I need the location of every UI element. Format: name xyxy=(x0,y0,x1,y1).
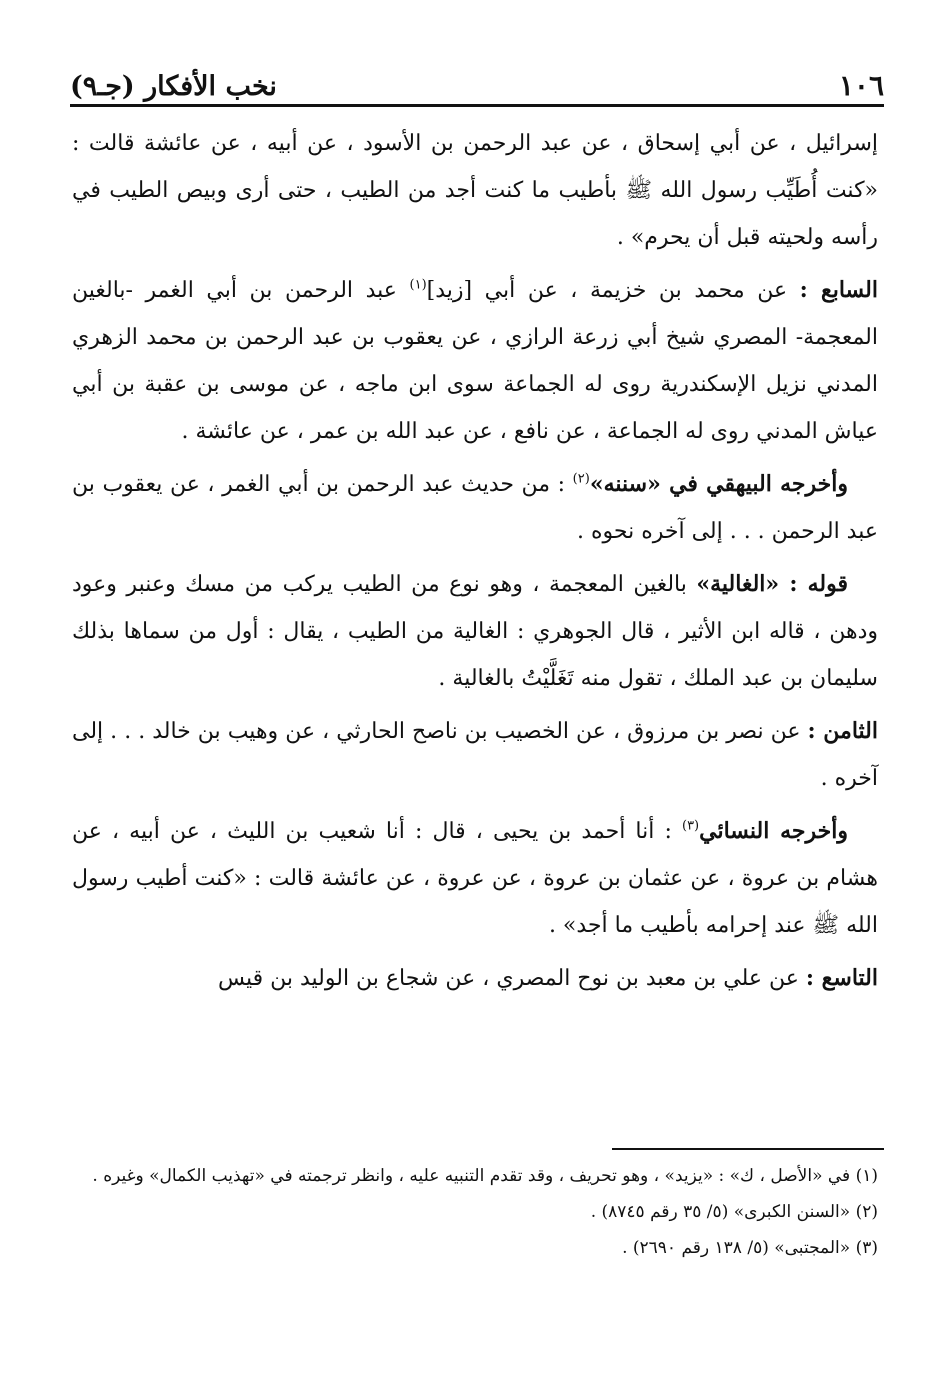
paragraph-ghaliya xyxy=(72,561,878,702)
page-header xyxy=(70,58,884,102)
paragraph-nasai xyxy=(72,808,878,949)
footnotes xyxy=(72,1158,878,1266)
paragraph-continuation xyxy=(72,120,878,261)
paragraph-lead: السابع : xyxy=(799,277,878,303)
paragraph-lead: قوله : «الغالية» xyxy=(696,571,848,597)
footnote-ref: (١) xyxy=(409,277,427,293)
footnote-divider xyxy=(612,1148,884,1150)
paragraph-ninth xyxy=(72,955,878,1002)
paragraph-text: بالغين المعجمة ، وهو نوع من الطيب يركب من مسك وعنبر وعود ودهن ، قاله ابن الأثير ، قال الجوهري : الغالية من الطيب ، يقال : أول من سماها بذلك سليمان بن عبد الملك ، تقول منه تَغَلَّيْتُ بالغالية . xyxy=(72,572,878,691)
paragraph-text: عن محمد بن خزيمة ، عن أبي [زيد] xyxy=(426,278,800,303)
footnote-2: (٢) «السنن الكبرى» (٥/ ٣٥ رقم ٨٧٤٥) . xyxy=(590,1202,878,1222)
paragraph-lead: وأخرجه البيهقي في «سننه» xyxy=(589,471,848,497)
header-divider xyxy=(70,104,884,107)
paragraph-lead: التاسع : xyxy=(805,965,878,991)
book-title: نخب الأفكار (جـ٩) xyxy=(70,71,277,102)
paragraph-text: عن نصر بن مرزوق ، عن الخصيب بن ناصح الحارثي ، عن وهيب بن خالد . . . إلى آخره . xyxy=(72,719,878,791)
paragraph-lead: الثامن : xyxy=(807,718,879,744)
footnote-ref: (٣) xyxy=(681,818,700,834)
footnote-ref: (٢) xyxy=(572,471,590,487)
paragraph-lead: وأخرجه النسائي xyxy=(699,818,849,844)
page-number: ١٠٦ xyxy=(838,69,884,102)
paragraph-text: : من حديث عبد الرحمن بن أبي الغمر ، عن يعقوب بن عبد الرحمن . . . إلى آخره نحوه . xyxy=(72,472,878,544)
paragraph-text: إسرائيل ، عن أبي إسحاق ، عن عبد الرحمن بن الأسود ، عن أبيه ، عن عائشة قالت : «كنت أُطَيِّب رسول الله ﷺ بأطيب ما كنت أجد من الطيب ، حتى أرى وبيص الطيب في رأسه ولحيته قبل أن يحرم» . xyxy=(72,131,878,250)
paragraph-bayhaqi xyxy=(72,461,878,555)
footnote-1: (١) في «الأصل ، ك» : «يزيد» ، وهو تحريف ، وقد تقدم التنبيه عليه ، وانظر ترجمته في «تهذيب الكمال» وغيره . xyxy=(92,1166,878,1186)
paragraph-text: عن علي بن معبد بن نوح المصري ، عن شجاع بن الوليد بن قيس xyxy=(217,966,806,991)
paragraph-text: عبد الرحمن بن أبي الغمر -بالغين المعجمة- المصري شيخ أبي زرعة الرازي ، عن يعقوب بن عبد الرحمن بن محمد الزهري المدني نزيل الإسكندرية روى له الجماعة سوى ابن ماجه ، عن موسى بن عقبة بن أبي عياش المدني روى له الجماعة ، عن نافع ، عن عبد الله بن عمر ، عن عائشة . xyxy=(72,278,878,444)
footnote-3: (٣) «المجتبى» (٥/ ١٣٨ رقم ٢٦٩٠) . xyxy=(622,1238,878,1258)
paragraph-text: : أنا أحمد بن يحيى ، قال : أنا شعيب بن الليث ، عن أبيه ، عن هشام بن عروة ، عن عثمان بن عروة ، عن عروة ، عن عائشة قالت : «كنت أطيب رسول الله ﷺ عند إحرامه بأطيب ما أجد» . xyxy=(72,819,878,938)
paragraph-seventh xyxy=(72,267,878,455)
main-text xyxy=(72,120,878,1008)
paragraph-eighth xyxy=(72,708,878,802)
